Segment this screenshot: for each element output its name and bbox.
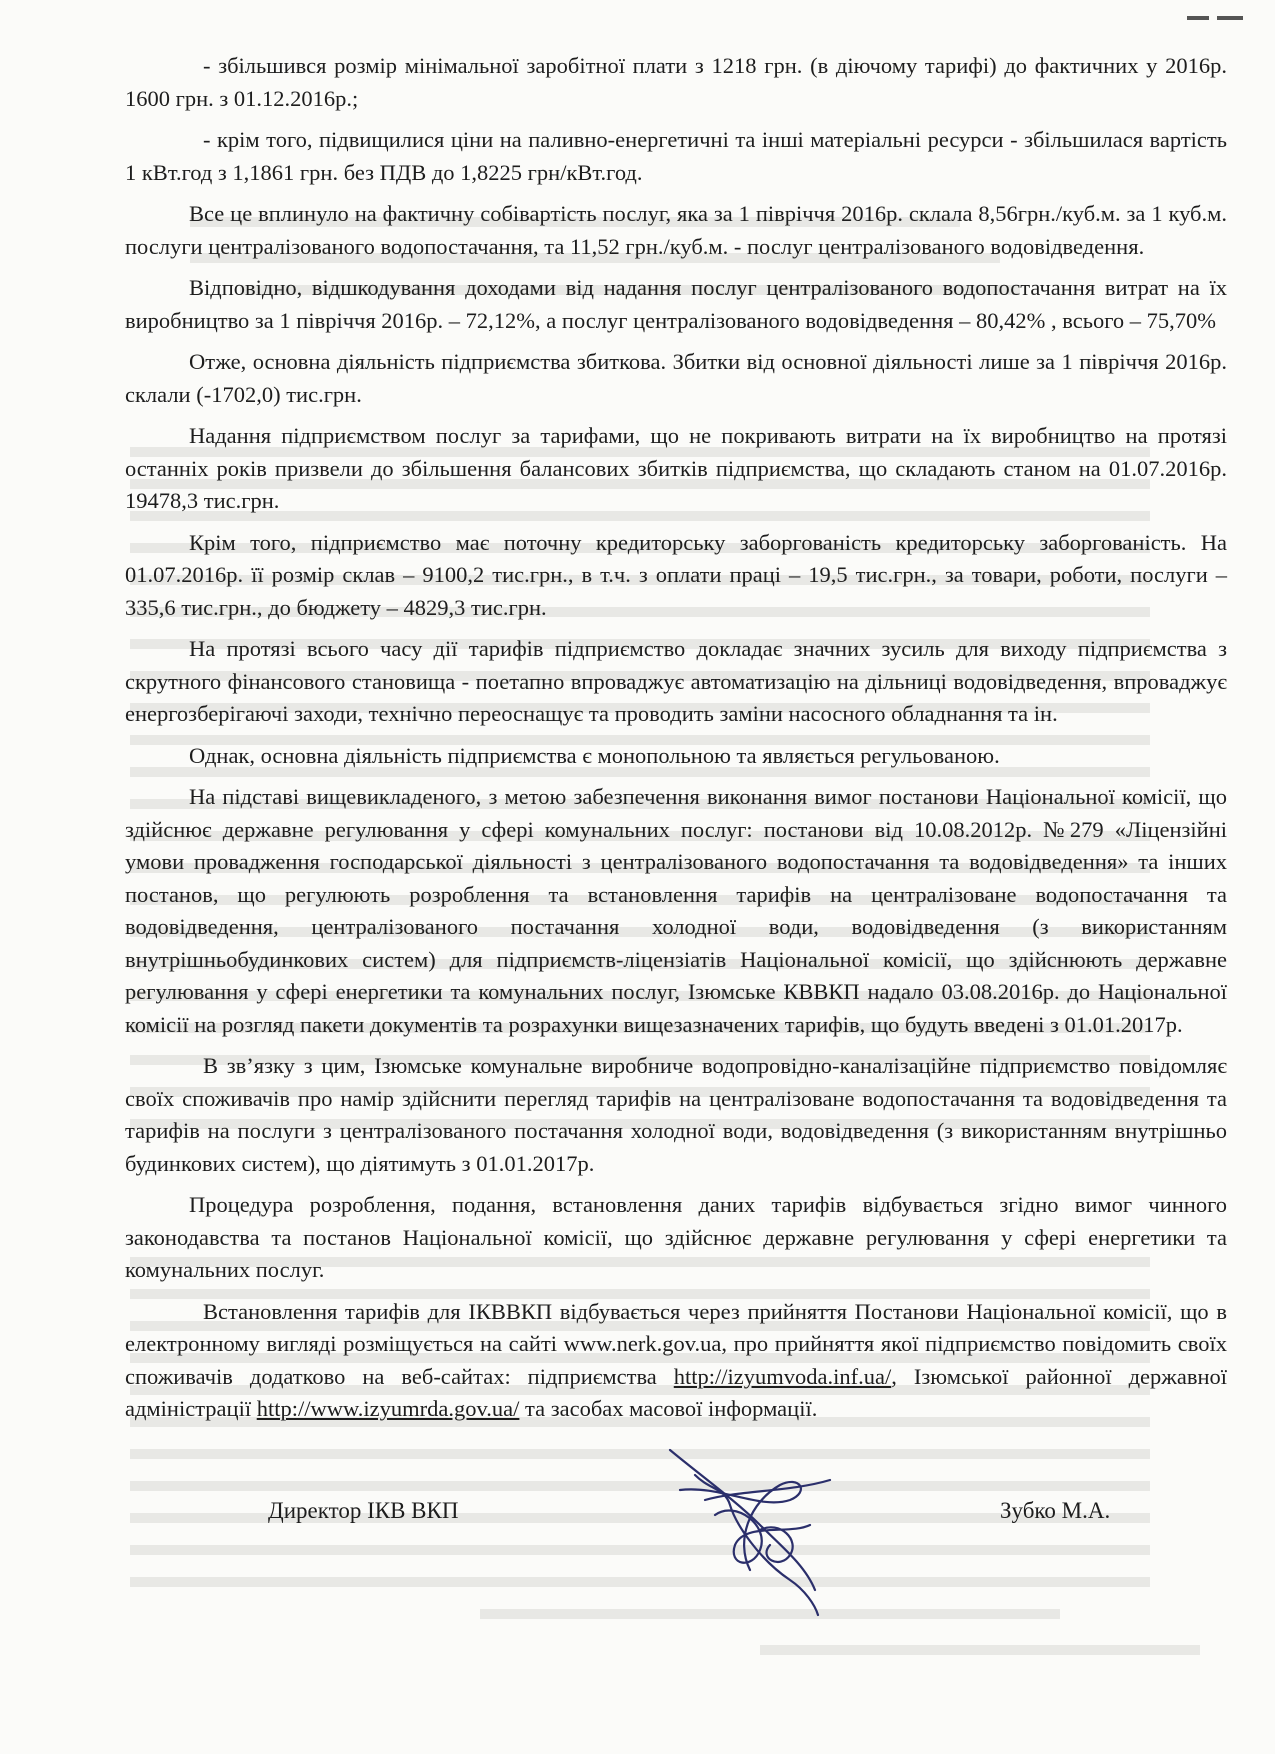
publication-text-3: та засобах масової інформації. — [519, 1396, 818, 1421]
paragraph-balance-losses: Надання підприємством послуг за тарифами, що не покривають витрати на їх виробництво на протязі останніх років призвели до збільшення балансових збитків підприємства, що складають станом на 01.07.2016р. 19478,3 тис.грн. — [125, 423, 1227, 513]
director-title: Директор ІКВ ВКП — [268, 1498, 459, 1523]
paragraph-accounts-payable: Крім того, підприємство має поточну кредиторську заборгованість кредиторську заборгованість. На 01.07.2016р. її розмір склав – 9100,2 тис.грн., в т.ч. з оплати праці – 19,5 тис.грн., за товари, роботи, послуги – 335,6 тис.грн., до бюджету – 4829,3 тис.грн. — [125, 529, 1227, 620]
paragraph-losses: Отже, основна діяльність підприємства збиткова. Збитки від основної діяльності лише за 1 півріччя 2016р. склали (-1702,0) тис.грн. — [125, 349, 1227, 407]
paragraph-publication — [125, 1296, 1227, 1426]
izyumvoda-link[interactable]: http://izyumvoda.inf.ua/ — [673, 1363, 892, 1389]
paragraph-min-wage: - збільшився розмір мінімальної заробітної плати з 1218 грн. (в діючому тарифі) до фактичних у 2016р. 1600 грн. з 01.12.2016р.; — [125, 53, 1227, 111]
signature-row — [0, 1498, 1275, 1538]
paragraph-energy-prices: - крім того, підвищилися ціни на паливно-енергетичні та інші матеріальні ресурси - збільшилася вартість 1 кВт.год з 1,1861 грн. без ПДВ до 1,8225 грн/кВт.год. — [125, 127, 1227, 185]
paragraph-procedure: Процедура розроблення, подання, встановлення даних тарифів відбувається згідно вимог чинного законодавства та постанов Національної комісії, що здійснює державне регулювання у сфері енергетики та комунальних послуг. — [125, 1192, 1227, 1282]
paragraph-legal-basis: На підставі вищевикладеного, з метою забезпечення виконання вимог постанови Національної комісії, що здійснює державне регулювання у сфері комунальних послуг: постанови від 10.08.2012р. №279 «Ліцензійні умови провадження господарської діяльності з централізованого водопостачання та водовідведення» та інших постанов, що регулюють розроблення та встановлення тарифів на централізоване водопостачання та водовідведення, централізованого постачання холодної води, водовідведення (з використанням внутрішньобудинкових систем) для підприємств-ліцензіатів Національної комісії, що здійснюють державне регулювання у сфері енергетики та комунальних послуг, Ізюмське КВВКП надало 03.08.2016р. до Національної комісії на розгляд пакети документів та розрахунки вищезазначених тарифів, що будуть введені з 01.01.2017р. — [125, 784, 1227, 1037]
paragraph-cost-coverage: Відповідно, відшкодування доходами від надання послуг централізованого водопостачання витрат на їх виробництво за 1 півріччя 2016р. – 72,12%, а послуг централізованого водовідведення – 80,42% , всього – 75,70% — [125, 275, 1227, 333]
paragraph-tariff-notice: В зв’язку з цим, Ізюмське комунальне виробниче водопровідно-каналізаційне підприємство повідомляє своїх споживачів про намір здійснити перегляд тарифів на централізоване водопостачання та водовідведення та тарифів на послуги з централізованого постачання холодної води, водовідведення (з використанням внутрішньо будинкових систем), що діятимуть з 01.01.2017р. — [125, 1053, 1227, 1176]
paragraph-cost-price: Все це вплинуло на фактичну собівартість послуг, яка за 1 півріччя 2016р. склала 8,56грн./куб.м. за 1 куб.м. послуги централізованого водопостачання, та 11,52 грн./куб.м. - послуг централізованого водовідведення. — [125, 201, 1227, 259]
director-name: Зубко М.А. — [1000, 1498, 1111, 1523]
document-body — [125, 50, 1227, 1435]
publication-text-1: Встановлення тарифів для ІКВВКП відбувається через прийняття Постанови Національної комісії, що в електронному вигляді розміщується на сайті www.nerk.gov.ua, про прийняття якої підприємство повідомить своїх споживачів додатково на веб-сайтах: підприємства — [125, 1298, 1227, 1389]
publication-text-2: , Ізюмської районної державної адміністрації — [125, 1363, 1227, 1421]
izyumrda-link[interactable]: http://www.izyumrda.gov.ua/ — [256, 1396, 520, 1421]
paragraph-monopoly: Однак, основна діяльність підприємства є монопольною та являється регульованою. — [189, 742, 1000, 768]
scan-edge-mark — [1187, 14, 1247, 22]
paragraph-efforts: На протязі всього часу дії тарифів підприємство докладає значних зусиль для виходу підприємства з скрутного фінансового становища - поетапно впроваджує автоматизацію на дільниці водовідведення, впроваджує енергозберігаючі заходи, технічно переоснащує та проводить заміни насосного обладнання та ін. — [125, 636, 1227, 726]
